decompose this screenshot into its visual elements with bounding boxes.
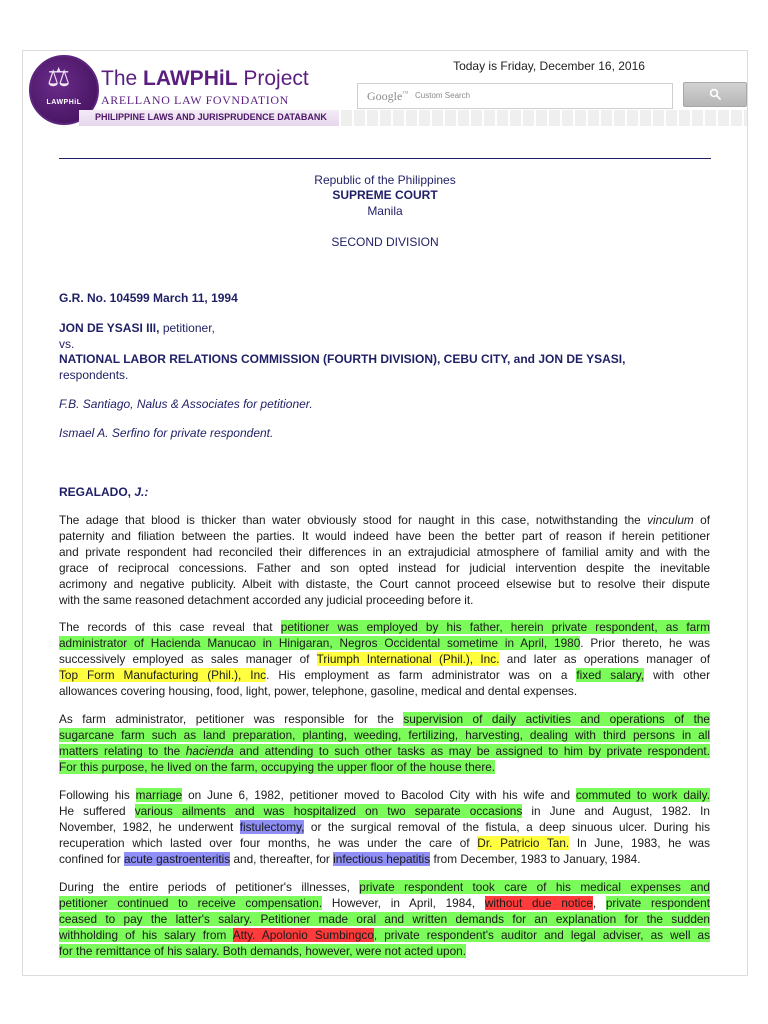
highlighted-text: and attending to such other tasks as may be assigned to him by private respondent. <box>233 744 710 758</box>
paragraph-4 <box>59 787 710 867</box>
court-city: Manila <box>367 204 403 218</box>
highlighted-text: Triumph International (Phil.), Inc. <box>316 652 500 666</box>
highlighted-text: private respondent took care of his medical expenses and <box>359 880 710 894</box>
text-run: in June and August, 1982. In <box>522 804 710 818</box>
text-run: and private respondent had reconciled their differences in an extrajudicial atmosphere of familial amity and with the <box>59 545 710 559</box>
highlighted-text: fixed salary, <box>576 668 645 682</box>
text-run: with the same reasoned detachment accorded any judicial proceeding before it. <box>59 593 474 607</box>
text-run: vinculum <box>647 513 694 527</box>
paragraph-5 <box>59 879 710 959</box>
ponente: REGALADO, J.: <box>59 485 149 499</box>
text-run: from December, 1983 to January, 1984. <box>430 852 641 866</box>
highlighted-text: private respondent <box>605 896 710 910</box>
text-run: and later as operations manager of <box>499 652 711 666</box>
division-name: SECOND DIVISION <box>331 235 439 249</box>
text-run: paternity and filiation between the parties. It would indeed have been the better part of reason if herein petitioner <box>59 529 710 543</box>
paragraph-2 <box>59 619 710 699</box>
text-run: Following his <box>59 788 136 802</box>
search-button[interactable] <box>683 82 747 107</box>
text-line <box>59 819 710 835</box>
petitioner-role: petitioner, <box>159 321 215 335</box>
text-line <box>59 528 710 544</box>
highlighted-text: for the remittance of his salary. Both demands, however, were not acted upon. <box>59 944 466 958</box>
highlighted-text: supervision of daily activities and operations of the <box>403 712 710 726</box>
paragraph-3 <box>59 711 710 775</box>
text-run: . His employment as farm administrator was on a <box>266 668 577 682</box>
text-line <box>59 743 710 759</box>
text-run: recuperation which lasted over four months, he was under the care of <box>59 836 478 850</box>
site-tagline: PHILIPPINE LAWS AND JURISPRUDENCE DATABANK <box>95 112 327 122</box>
versus: vs. <box>59 337 75 351</box>
highlighted-text: , private respondent's auditor and legal adviser, as well as <box>373 928 710 942</box>
highlighted-text: without due notice <box>484 896 593 910</box>
respondents-role: respondents. <box>59 368 129 382</box>
site-header <box>23 51 747 131</box>
text-run: . Prior thereto, he was <box>580 636 711 650</box>
google-logo: Google™ <box>367 89 409 103</box>
highlighted-text: For this purpose, he lived on the farm, occupying the upper floor of the house there. <box>59 760 496 774</box>
highlighted-text: petitioner continued to receive compensation. <box>59 896 323 910</box>
document-page <box>22 50 748 976</box>
counsel-petitioner: F.B. Santiago, Nalus & Associates for petitioner. <box>59 397 313 411</box>
text-line <box>59 576 710 592</box>
respondents-name: NATIONAL LABOR RELATIONS COMMISSION (FOURTH DIVISION), CEBU CITY, and JON DE YSASI, <box>59 352 626 366</box>
text-line <box>59 635 710 651</box>
text-line <box>59 927 710 943</box>
highlighted-text: administrator of Hacienda Manucao in Hinigaran, Negros Occidental sometime in April, 1980 <box>59 636 581 650</box>
text-line <box>59 759 710 775</box>
highlighted-text: matters relating to the <box>59 744 186 758</box>
text-line <box>59 560 710 576</box>
text-run: During the entire periods of petitioner's illnesses, <box>59 880 360 894</box>
text-line <box>59 911 710 927</box>
republic-line: Republic of the Philippines <box>314 173 456 187</box>
counsel-respondent: Ismael A. Serfino for private respondent. <box>59 426 274 440</box>
text-run: In June, 1983, he was <box>569 836 710 850</box>
site-title[interactable]: The LAWPHiL Project <box>101 67 309 90</box>
text-line <box>59 835 710 851</box>
text-run: with other <box>644 668 711 682</box>
current-date: Today is Friday, December 16, 2016 <box>453 59 645 73</box>
highlighted-text: petitioner was employed by his father, herein private respondent, as farm <box>280 620 710 634</box>
search-input[interactable] <box>357 83 673 109</box>
text-line <box>59 851 710 867</box>
highlighted-text: hacienda <box>185 744 234 758</box>
highlighted-text: Top Form Manufacturing (Phil.), Inc <box>59 668 267 682</box>
text-line <box>59 803 710 819</box>
highlighted-text: withholding of his salary from <box>59 928 233 942</box>
text-line <box>59 895 710 911</box>
text-line <box>59 943 710 959</box>
text-run: allowances covering housing, food, light, power, telephone, gasoline, medical and dental expenses. <box>59 684 578 698</box>
text-line <box>59 711 710 727</box>
text-run: of <box>693 513 710 527</box>
text-run: November, 1982, he underwent <box>59 820 240 834</box>
text-run: and, thereafter, for <box>230 852 334 866</box>
search-placeholder: Custom Search <box>415 91 471 100</box>
highlighted-text: commuted to work daily. <box>575 788 710 802</box>
text-run: confined for <box>59 852 124 866</box>
logo-mini-text: LAWPHiL <box>46 99 82 106</box>
petitioner-name: JON DE YSASI III, <box>59 321 160 335</box>
header-divider <box>59 158 711 159</box>
highlighted-text: Dr. Patricio Tan. <box>477 836 570 850</box>
text-line <box>59 787 710 803</box>
highlighted-text: infectious hepatitis <box>333 852 431 866</box>
site-tagline-band <box>79 110 339 126</box>
text-run: He suffered <box>59 804 135 818</box>
magnifier-icon <box>709 88 721 100</box>
text-run: The records of this case reveal that <box>59 620 281 634</box>
case-number: G.R. No. 104599 March 11, 1994 <box>59 291 238 305</box>
text-run: , <box>592 896 606 910</box>
text-line <box>59 727 710 743</box>
text-run: As farm administrator, petitioner was responsible for the <box>59 712 404 726</box>
text-line <box>59 592 710 608</box>
text-line <box>59 651 710 667</box>
highlighted-text: acute gastroenteritis <box>123 852 231 866</box>
highlighted-text: fistulectomy, <box>239 820 305 834</box>
highlighted-text: various ailments and was hospitalized on two separate occasions <box>134 804 523 818</box>
text-line <box>59 683 710 699</box>
text-run: or the surgical removal of the fistula, a deep sinuous ulcer. During his <box>304 820 711 834</box>
text-line <box>59 879 710 895</box>
header-stripe <box>341 110 747 126</box>
text-run: However, in April, 1984, <box>322 896 485 910</box>
court-name: SUPREME COURT <box>332 188 438 202</box>
text-run: grace of reciprocal concessions. Father and son opted instead for judicial intervention despite the inevitable <box>59 561 710 575</box>
paragraph-1 <box>59 512 710 608</box>
highlighted-text: marriage <box>135 788 183 802</box>
text-run: The adage that blood is thicker than water obviously stood for naught in this case, notwithstanding the <box>59 513 648 527</box>
text-line <box>59 544 710 560</box>
text-run: on June 6, 1982, petitioner moved to Bacolod City with his wife and <box>182 788 576 802</box>
highlighted-text: ceased to pay the latter's salary. Petitioner made oral and written demands for an explanation for the sudden <box>59 912 710 926</box>
text-run: successively employed as sales manager of <box>59 652 317 666</box>
text-run: acrimony and negative publicity. Albeit with distaste, the Court cannot proceed elsewise but to resolve their dispute <box>59 577 710 591</box>
text-line <box>59 667 710 683</box>
text-line <box>59 619 710 635</box>
petitioner-line <box>59 321 215 335</box>
scales-of-justice-icon: ⚖ <box>47 63 71 93</box>
highlighted-text: sugarcane farm such as land preparation, planting, weeding, fertilizing, harvesting, dealing with third persons in all <box>59 728 710 742</box>
highlighted-text: Atty. Apolonio Sumbingco <box>232 928 374 942</box>
text-line <box>59 512 710 528</box>
site-subtitle: ARELLANO LAW FOVNDATION <box>101 93 289 107</box>
